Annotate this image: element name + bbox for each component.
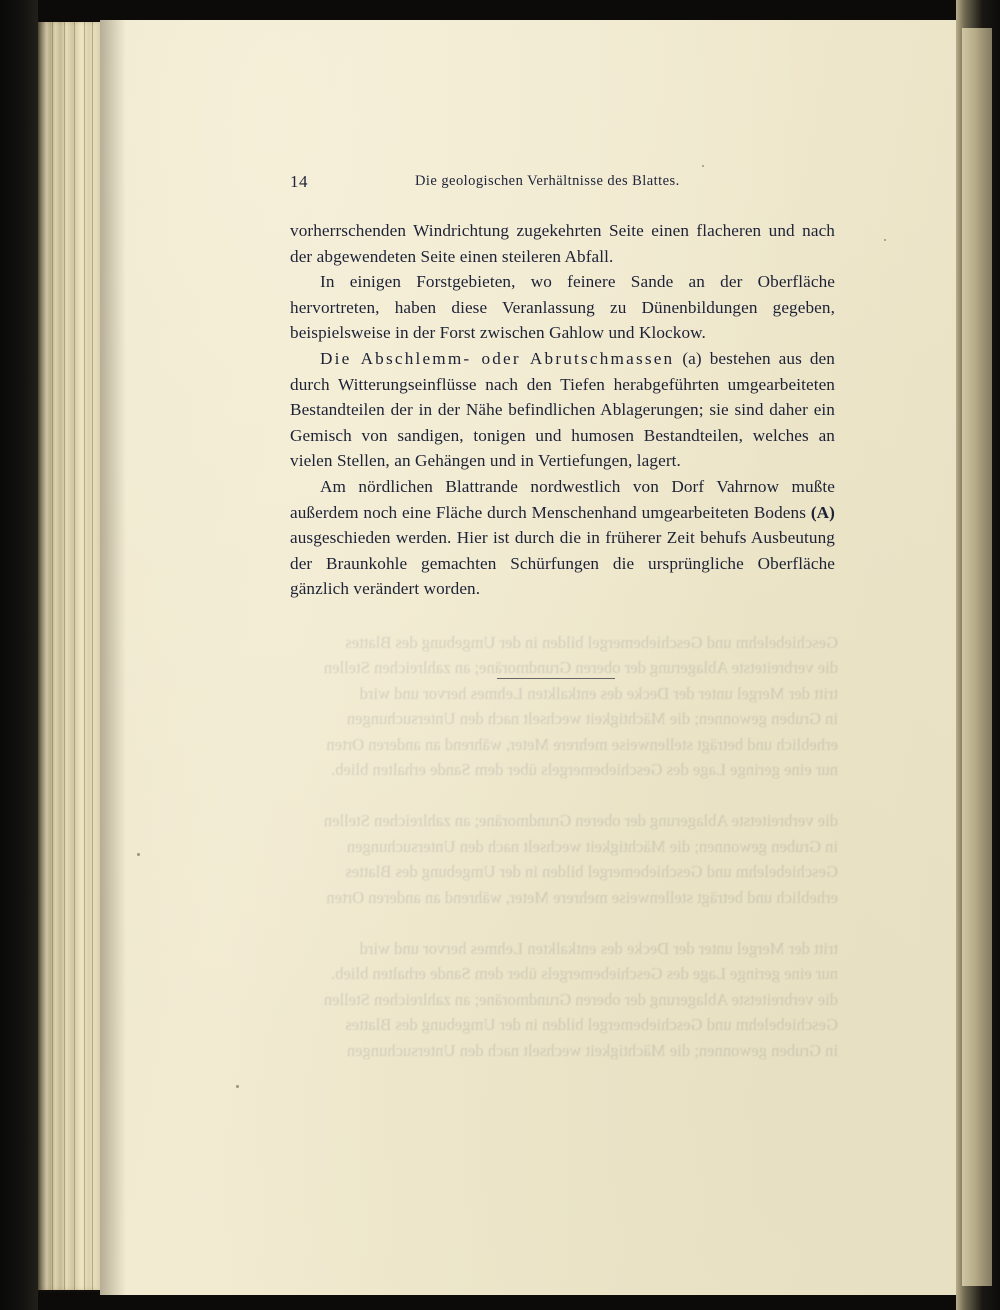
paragraph-part-b: ausgeschieden werden. Hier ist durch die in früherer Zeit behufs Ausbeutung der Braunkohle gemachten Schürfungen die ursprüngliche Oberfläche gänzlich verändert worden.	[290, 528, 835, 599]
page-edge-line	[52, 22, 53, 1290]
paragraph-rest: bestehen aus den durch Witterungseinflüsse nach den Tiefen herabgeführten umgearbeiteten Bestandteilen der in der Nähe befindlichen Ablagerungen; sie sind daher ein Gemisch von sandigen, tonigen und humosen Bestandteilen, welches an vielen Stellen, an Gehängen und in Vertiefungen, lagert.	[290, 348, 835, 471]
page-edge-line	[84, 22, 85, 1290]
page-edge-line	[92, 22, 93, 1290]
unit-symbol-a: (a)	[682, 348, 702, 368]
scan-left-gutter	[0, 0, 38, 1310]
page-gutter-shadow	[100, 20, 126, 1295]
paragraph	[290, 346, 835, 474]
paper-speck	[702, 165, 704, 167]
running-header	[290, 170, 835, 196]
paragraph	[290, 474, 835, 602]
page-edge-line	[64, 22, 65, 1290]
adjacent-page-sliver	[962, 28, 992, 1286]
paragraph: In einigen Forstgebieten, wo feinere Sande an der Oberfläche hervortreten, haben diese Veranlassung zu Dünenbildungen gegeben, beispielsweise in der Forst zwischen Gahlow und Klockow.	[290, 272, 835, 343]
paper-speck	[884, 239, 886, 241]
page-edge-line	[74, 22, 75, 1290]
paragraph: vorherrschenden Windrichtung zugekehrten Seite einen flacheren und nach der abgewendeten Seite einen steileren Abfall.	[290, 221, 835, 266]
paper-speck	[236, 1085, 239, 1088]
paragraph-part-a: Am nördlichen Blattrande nordwestlich von Dorf Vahrnow mußte außerdem noch eine Fläche durch Menschenhand umgearbeiteten Bodens	[290, 476, 835, 522]
section-divider-rule	[497, 678, 615, 679]
unit-symbol-uppercase-a: (A)	[810, 502, 835, 522]
book-page-edges	[38, 22, 100, 1290]
scan-top-border	[0, 0, 1000, 22]
paragraph-leadin: Die Abschlemm- oder Abrutschmassen	[320, 348, 675, 368]
paper-speck	[137, 853, 140, 856]
page-text-block	[290, 170, 835, 602]
running-head-title: Die geologischen Verhältnisse des Blattes.	[415, 173, 680, 189]
page-number: 14	[290, 172, 308, 191]
